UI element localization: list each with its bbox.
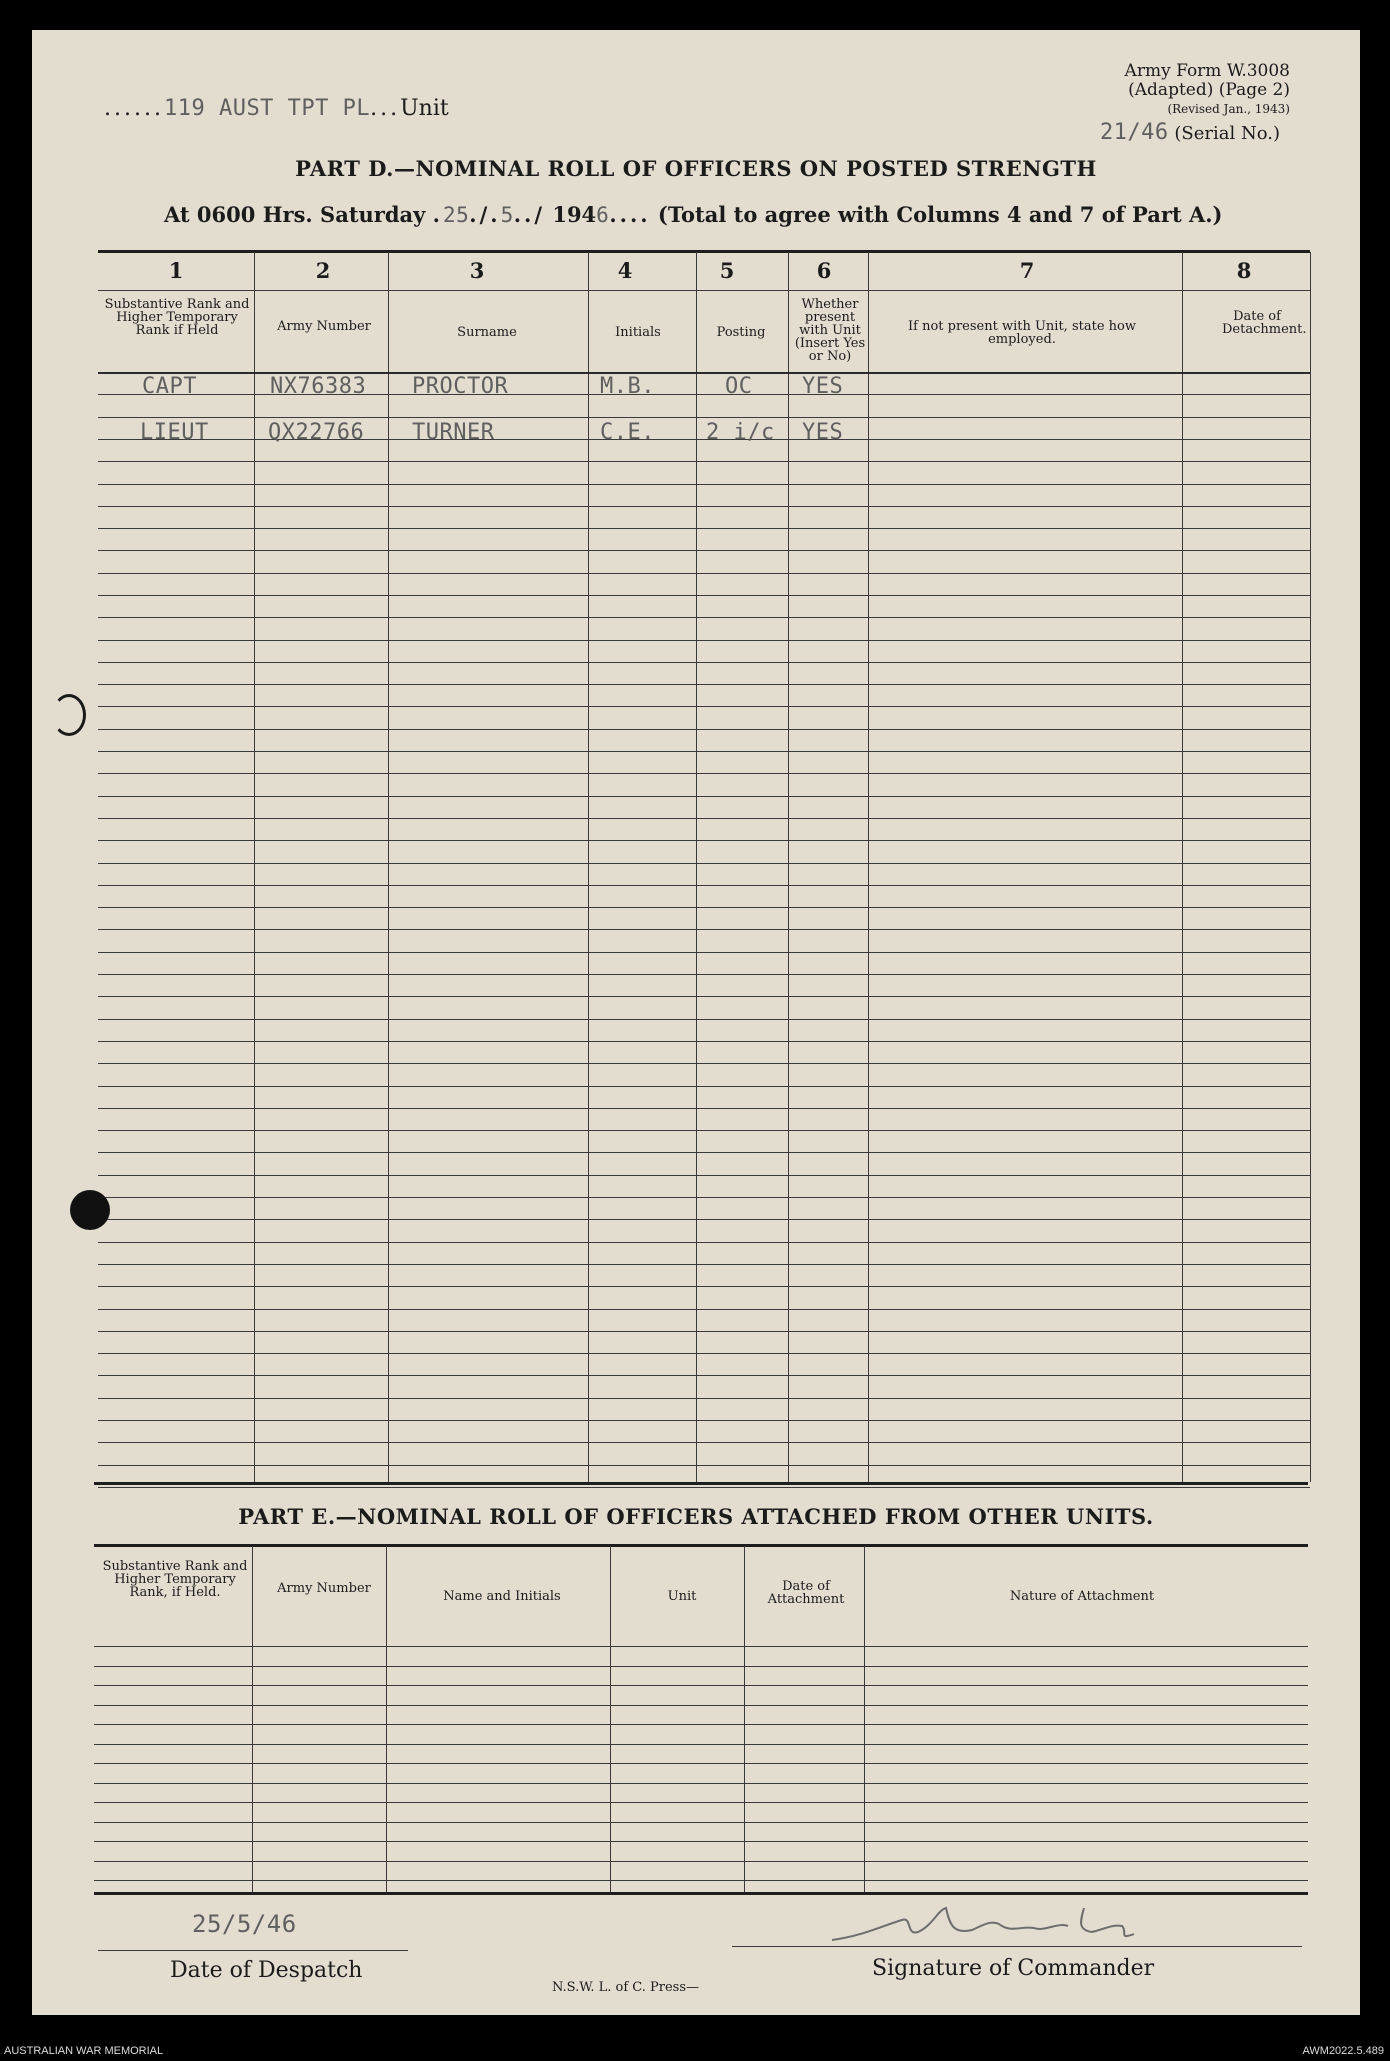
row-rule	[98, 484, 1310, 485]
punch-hole-torn	[52, 694, 86, 736]
col-header-rank: Substantive Rank and Higher Temporary Rank if Held	[104, 297, 250, 338]
row-rule	[94, 1822, 1308, 1823]
unit-typed: 119 AUST TPT PL	[163, 96, 371, 121]
e-header-name: Name and Initials	[443, 1589, 561, 1604]
row-rule	[98, 1242, 1310, 1243]
col-header-army-number: Army Number	[277, 319, 371, 334]
row1-rank: CAPT	[142, 374, 197, 399]
row1-army-number: NX76383	[270, 374, 367, 399]
row-rule	[98, 662, 1310, 663]
form-reference	[1125, 62, 1290, 119]
row-rule	[98, 595, 1310, 596]
row-rule	[98, 996, 1310, 997]
row-rule	[98, 640, 1310, 641]
column-line	[588, 252, 589, 1482]
e-header-unit: Unit	[667, 1589, 697, 1604]
col-num-1: 1	[168, 258, 184, 283]
column-line	[1310, 252, 1311, 1482]
row1-present: YES	[802, 374, 844, 399]
part-d-date-line: At 0600 Hrs. Saturday .25./.5../ 1946.... (Total to agree with Columns 4 and 7 of Part A.)	[164, 202, 1223, 227]
row2-posting: 2 i/c	[706, 420, 775, 445]
col-num-8: 8	[1236, 258, 1252, 283]
row-rule	[94, 1861, 1308, 1862]
e-header-army-number: Army Number	[277, 1581, 371, 1596]
credit-left: AUSTRALIAN WAR MEMORIAL	[4, 2045, 164, 2057]
despatch-label: Date of Despatch	[170, 1958, 363, 1983]
row-rule	[94, 1783, 1308, 1784]
row-rule	[98, 1442, 1310, 1443]
row-rule	[98, 617, 1310, 618]
row-rule	[98, 528, 1310, 529]
col-header-posting: Posting	[716, 325, 766, 340]
row-rule	[94, 1763, 1308, 1764]
date-suffix: (Total to agree with Columns 4 and 7 of Part A.)	[657, 202, 1223, 227]
row-rule	[98, 885, 1310, 886]
column-line	[788, 252, 789, 1482]
form-adapted: (Adapted) (Page 2)	[1128, 80, 1290, 100]
row-rule	[98, 907, 1310, 908]
row-rule	[98, 1197, 1310, 1198]
column-line	[696, 252, 697, 1482]
row-rule	[98, 1331, 1310, 1332]
row-rule	[98, 751, 1310, 752]
signature-label: Signature of Commander	[872, 1956, 1155, 1981]
row-rule	[94, 1802, 1308, 1803]
row-rule	[94, 1685, 1308, 1686]
header-bottom-rule	[94, 1646, 1308, 1647]
row-rule	[98, 706, 1310, 707]
date-year-prefix: 194	[552, 202, 597, 227]
col-num-2: 2	[315, 258, 331, 283]
row-rule	[98, 1264, 1310, 1265]
row-rule	[98, 1465, 1310, 1466]
row-rule	[98, 1152, 1310, 1153]
part-e-bottom-rule	[94, 1892, 1308, 1895]
column-line	[1182, 252, 1183, 1482]
form-number: Army Form W.3008	[1124, 61, 1290, 81]
row-rule	[98, 974, 1310, 975]
row-rule	[98, 1487, 1310, 1488]
row-rule	[98, 1041, 1310, 1042]
signature-rule	[732, 1946, 1302, 1947]
row-rule	[98, 840, 1310, 841]
col-num-5: 5	[719, 258, 735, 283]
row-rule	[98, 1219, 1310, 1220]
row2-army-number: QX22766	[268, 420, 365, 445]
e-header-date-attachment: Date of Attachment	[767, 1579, 845, 1607]
row2-rank: LIEUT	[140, 420, 209, 445]
row-rule	[98, 729, 1310, 730]
col-header-initials: Initials	[615, 325, 661, 340]
row1-surname: PROCTOR	[412, 374, 509, 399]
row-rule	[94, 1666, 1308, 1667]
date-year-suffix: 6	[596, 203, 610, 227]
column-line	[868, 252, 869, 1482]
row2-present: YES	[802, 420, 844, 445]
row1-initials: M.B.	[600, 374, 655, 399]
row-rule	[98, 1130, 1310, 1131]
row-rule	[94, 1744, 1308, 1745]
col-header-employed: If not present with Unit, state how employed.	[908, 319, 1136, 347]
row-rule	[98, 1086, 1310, 1087]
col-num-3: 3	[469, 258, 485, 283]
column-line	[388, 252, 389, 1482]
row-rule	[98, 1398, 1310, 1399]
row-rule	[98, 1063, 1310, 1064]
row-rule	[98, 684, 1310, 685]
row-rule	[94, 1880, 1308, 1881]
unit-line: ......119 AUST TPT PL...Unit	[104, 96, 449, 121]
e-header-rank: Substantive Rank and Higher Temporary Rank, if Held.	[102, 1559, 248, 1600]
row-rule	[98, 952, 1310, 953]
row-rule	[98, 506, 1310, 507]
row-rule	[98, 818, 1310, 819]
colnum-rule	[98, 290, 1310, 291]
form-revised: (Revised Jan., 1943)	[1167, 102, 1290, 116]
row-rule	[98, 550, 1310, 551]
row-rule	[98, 863, 1310, 864]
row-rule	[98, 1375, 1310, 1376]
date-prefix: At 0600 Hrs. Saturday	[164, 202, 426, 227]
despatch-date-typed: 25/5/46	[192, 1910, 297, 1938]
serial-label: (Serial No.)	[1174, 123, 1280, 144]
col-num-6: 6	[816, 258, 832, 283]
row-rule	[98, 1353, 1310, 1354]
col-header-surname: Surname	[457, 325, 517, 340]
despatch-rule	[98, 1950, 408, 1951]
part-e-title: PART E.—NOMINAL ROLL OF OFFICERS ATTACHED FROM OTHER UNITS.	[238, 1504, 1154, 1529]
row-rule	[98, 417, 1310, 418]
row-rule	[98, 1309, 1310, 1310]
row-rule	[94, 1724, 1308, 1725]
row-rule	[98, 796, 1310, 797]
part-d-bottom-rule	[94, 1482, 1308, 1485]
row-rule	[98, 1019, 1310, 1020]
row1-posting: OC	[725, 374, 753, 399]
part-e-top-rule	[94, 1544, 1308, 1547]
date-month: 5	[500, 203, 514, 227]
commander-signature	[822, 1896, 1182, 1952]
row-rule	[98, 1175, 1310, 1176]
col-header-present: Whether present with Unit (Insert Yes or No)	[794, 297, 866, 364]
col-num-4: 4	[617, 258, 633, 283]
row-rule	[98, 1420, 1310, 1421]
column-line	[254, 252, 255, 1482]
row-rule	[94, 1841, 1308, 1842]
col-num-7: 7	[1019, 258, 1035, 283]
row-rule	[98, 573, 1310, 574]
row2-surname: TURNER	[412, 420, 495, 445]
credit-right: AWM2022.5.489	[1302, 2045, 1384, 2057]
date-day: 25	[442, 203, 470, 227]
serial-typed: 21/46	[1099, 120, 1169, 145]
part-d-top-rule	[98, 250, 1310, 253]
row-rule	[98, 1108, 1310, 1109]
row2-initials: C.E.	[600, 420, 655, 445]
part-d-title: PART D.—NOMINAL ROLL OF OFFICERS ON POSTED STRENGTH	[295, 156, 1097, 181]
e-header-nature: Nature of Attachment	[1009, 1589, 1155, 1604]
form-sheet	[32, 30, 1360, 2015]
col-header-detachment: Date of Detachment.	[1222, 309, 1307, 337]
row-rule	[98, 929, 1310, 930]
press-label: N.S.W. L. of C. Press—	[552, 1980, 700, 1995]
row-rule	[98, 461, 1310, 462]
serial-line	[1100, 120, 1280, 145]
row-rule	[94, 1705, 1308, 1706]
punch-hole	[70, 1190, 110, 1230]
row-rule	[98, 1286, 1310, 1287]
row-rule	[98, 773, 1310, 774]
